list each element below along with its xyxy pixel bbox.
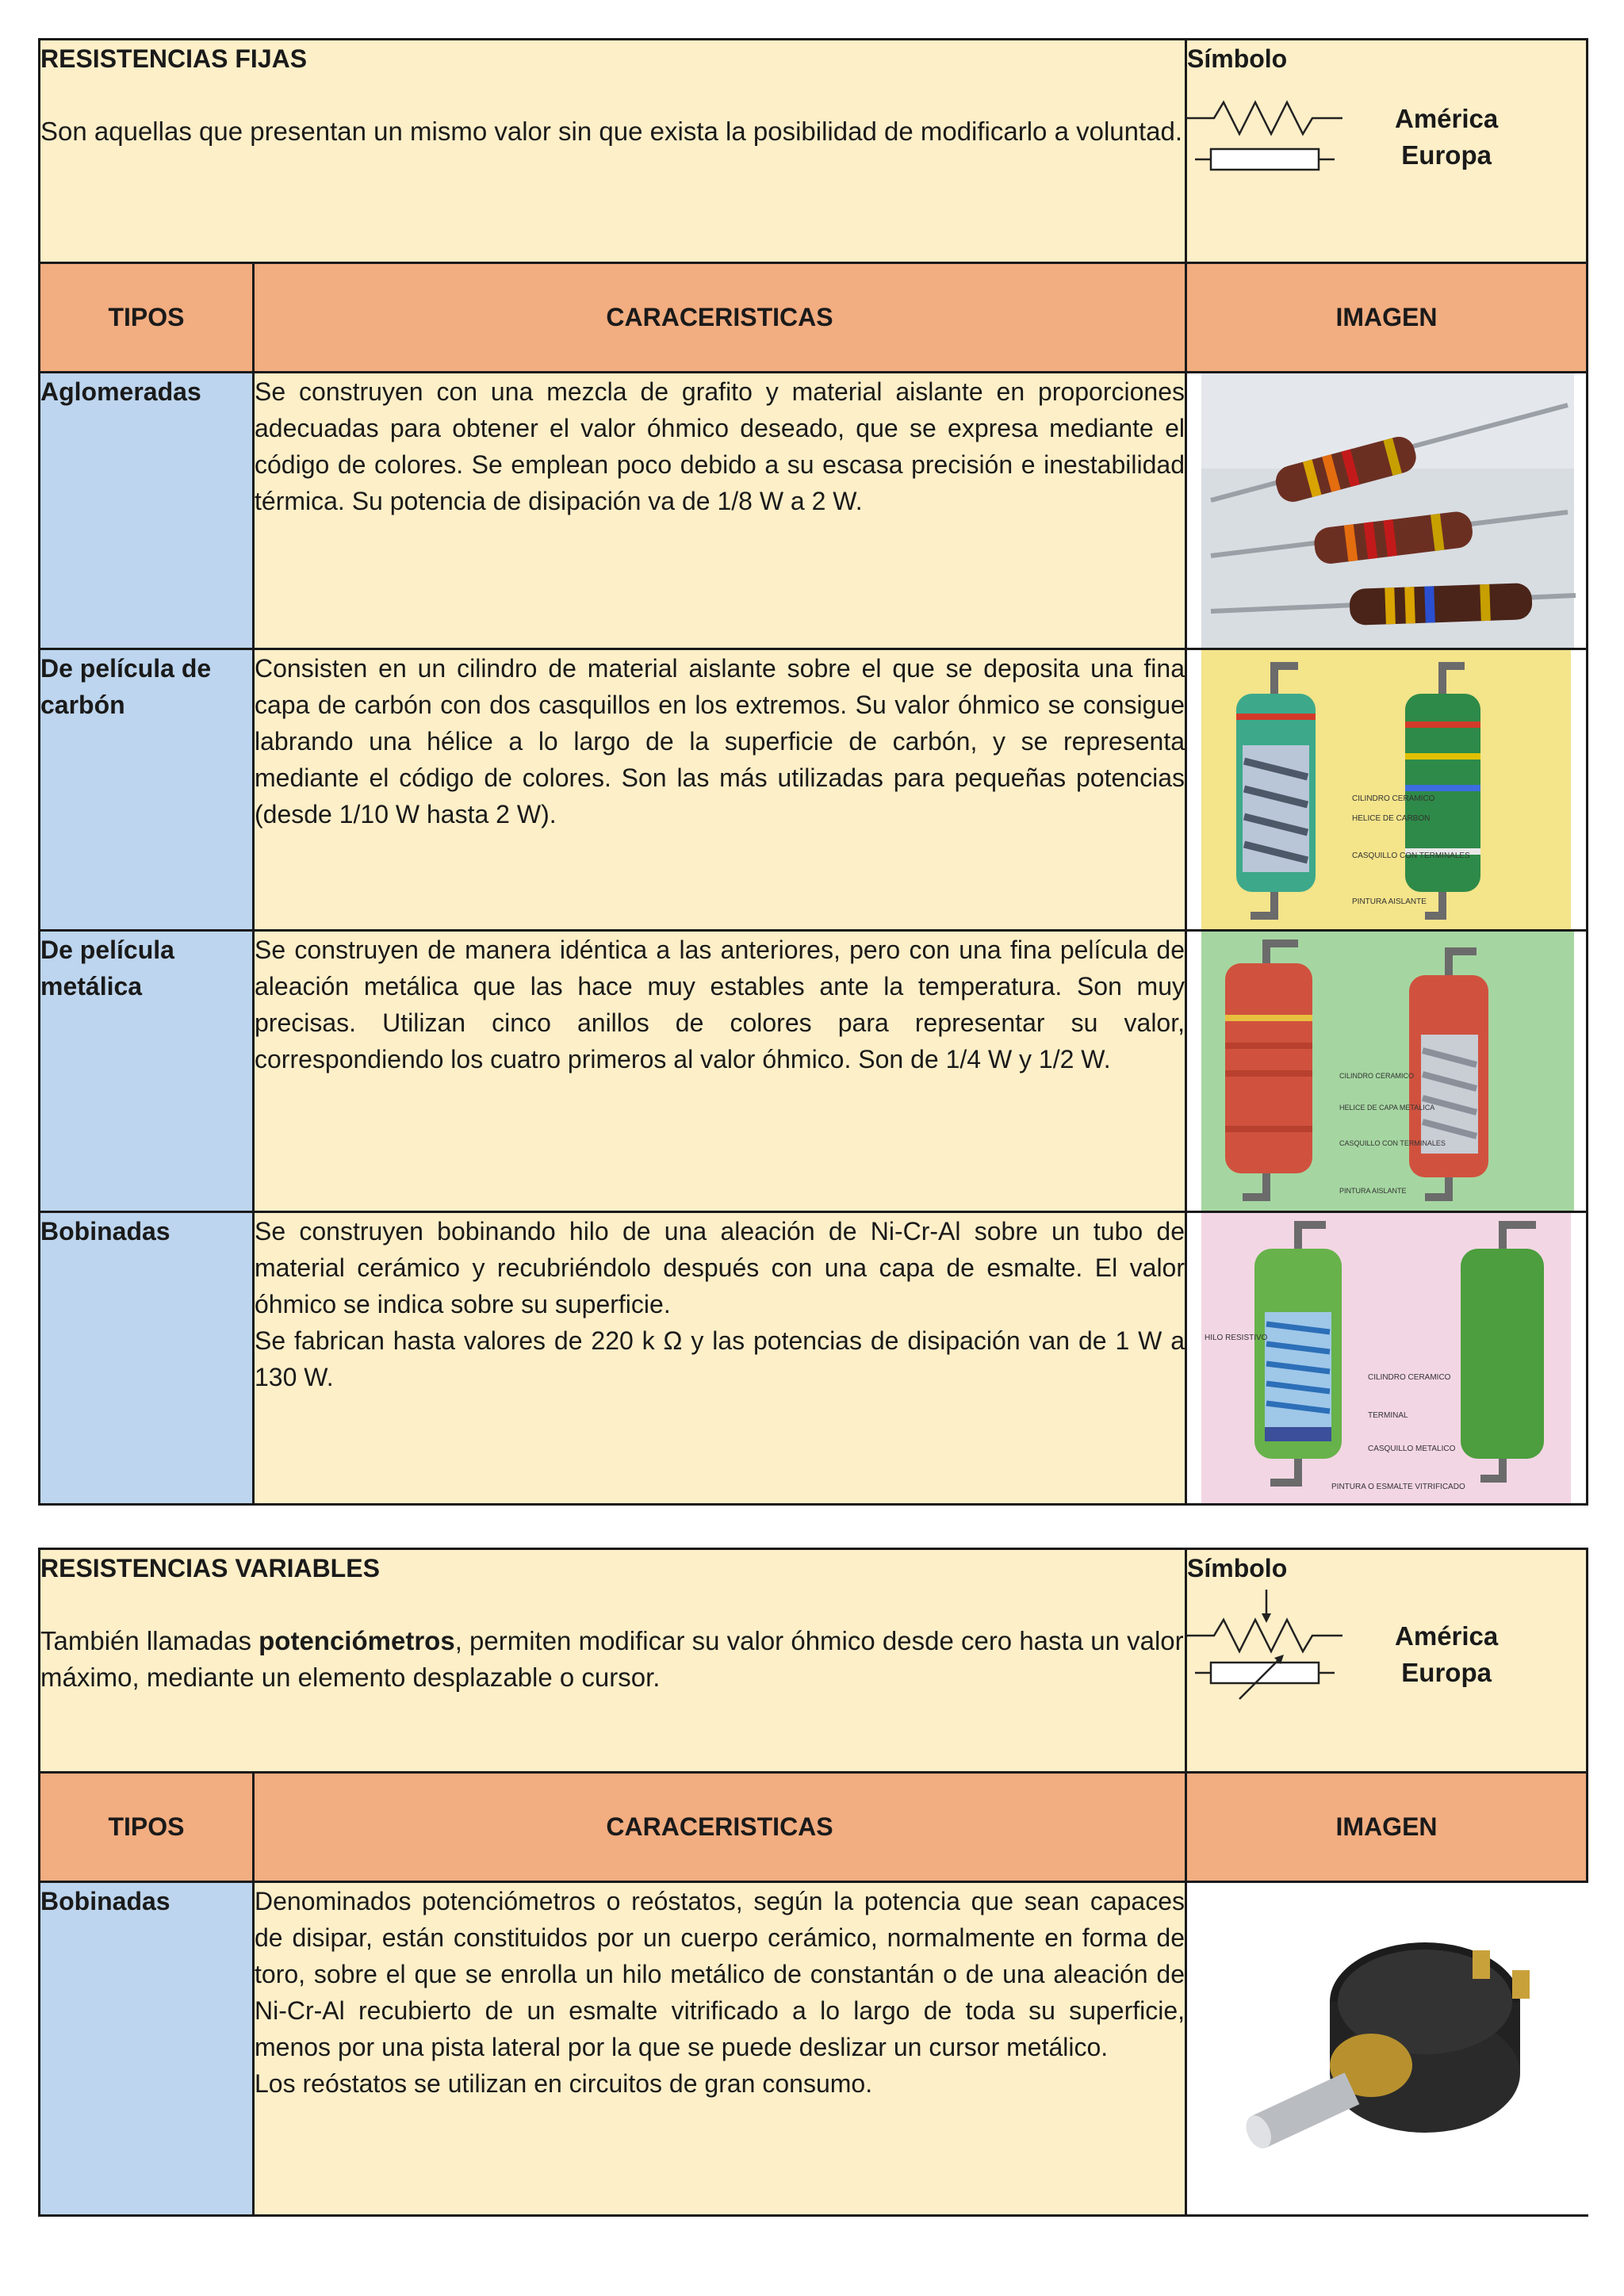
label-cilindro-ceramico: CILINDRO CERAMICO bbox=[1352, 794, 1435, 803]
label-bob-cilindro: CILINDRO CERAMICO bbox=[1368, 1373, 1451, 1382]
features-bobinadas-fijas-p2: Se fabrican hasta valores de 220 k Ω y las potencias de disipación van de 1 W a 130 W. bbox=[255, 1326, 1185, 1391]
type-bobinadas-variables: Bobinadas bbox=[40, 1882, 254, 2216]
features-bobinadas-variables bbox=[254, 1882, 1186, 2216]
image-aglomeradas bbox=[1186, 373, 1588, 649]
variable-title: RESISTENCIAS VARIABLES bbox=[40, 1554, 380, 1582]
features-bobinadas-variables-p2: Los reóstatos se utilizan en circuitos de gran consumo. bbox=[255, 2069, 873, 2098]
type-pelicula-metalica: De película metálica bbox=[40, 931, 254, 1212]
label-metal-pintura: PINTURA AISLANTE bbox=[1339, 1187, 1407, 1195]
variable-description-pre: También llamadas bbox=[40, 1626, 259, 1655]
features-bobinadas-fijas bbox=[254, 1212, 1186, 1505]
fixed-resistors-table bbox=[38, 38, 1588, 1506]
label-metal-casquillo: CASQUILLO CON TERMINALES bbox=[1339, 1139, 1446, 1147]
features-aglomeradas: Se construyen con una mezcla de grafito y material aislante en proporciones adecuadas para obtener el valor óhmico deseado, que se expresa mediante el código de colores. Se emplean poco debido a su escasa precisión e inestabilidad térmica. Su potencia de disipación va de 1/8 W a 2 W. bbox=[254, 373, 1186, 649]
image-potenciometro bbox=[1186, 1882, 1588, 2216]
label-hilo-resistivo: HILO RESISTIVO bbox=[1205, 1334, 1268, 1342]
fixed-title: RESISTENCIAS FIJAS bbox=[40, 44, 308, 73]
carbon-film-resistor-diagram-icon bbox=[1187, 650, 1588, 929]
metal-film-resistor-diagram-icon bbox=[1187, 932, 1588, 1211]
variable-description bbox=[40, 1623, 1185, 1696]
type-bobinadas-fijas: Bobinadas bbox=[40, 1212, 254, 1505]
symbol-label-america: América bbox=[1395, 104, 1499, 133]
col-header-image: IMAGEN bbox=[1186, 263, 1588, 373]
image-bobinadas-fijas bbox=[1186, 1212, 1588, 1505]
col-header-types: TIPOS bbox=[40, 263, 254, 373]
resistor-symbols-icon bbox=[1187, 96, 1346, 183]
carbon-composition-resistors-photo-icon bbox=[1187, 373, 1588, 648]
potentiometer-symbols-icon bbox=[1187, 1590, 1346, 1701]
wirewound-resistor-diagram-icon bbox=[1187, 1213, 1588, 1503]
features-pelicula-carbon: Consisten en un cilindro de material aislante sobre el que se deposita una fina capa de carbón con dos casquillos en los extremos. Su valor óhmico se consigue labrando una hélice a lo largo de la superficie de carbón, y se representa mediante el código de colores. Son las más utilizadas para pequeñas potencias (desde 1/10 W hasta 2 W). bbox=[254, 649, 1186, 931]
variable-symbol-cell bbox=[1186, 1549, 1588, 1773]
fixed-header bbox=[40, 40, 1186, 263]
features-bobinadas-variables-p1: Denominados potenciómetros o reóstatos, según la potencia que sean capaces de disipar, están constituidos por un cuerpo cerámico, normalmente en forma de toro, sobre el que se enrolla un hilo metálico de constantán o de una aleación de Ni-Cr-Al recubierto de un esmalte vitrificado a lo largo de toda su superficie, menos por una pista lateral por la que se puede deslizar un cursor metálico. bbox=[255, 1887, 1185, 2061]
features-pelicula-metalica: Se construyen de manera idéntica a las anteriores, pero con una fina película de aleación metálica que las hace muy estables ante la temperatura. Son muy precisas. Utilizan cinco anillos de colores para representar su valor, correspondiendo los cuatro primeros al valor óhmico. Son de 1/4 W y 1/2 W. bbox=[254, 931, 1186, 1212]
variable-symbol-title: Símbolo bbox=[1187, 1554, 1288, 1582]
potentiometer-photo-icon bbox=[1187, 1883, 1588, 2214]
fixed-symbol-title: Símbolo bbox=[1187, 44, 1288, 73]
image-pelicula-metalica bbox=[1186, 931, 1588, 1212]
label-casquillo: CASQUILLO CON TERMINALES bbox=[1352, 851, 1470, 860]
variable-resistors-table bbox=[38, 1548, 1588, 2217]
label-metal-helice: HELICE DE CAPA METALICA bbox=[1339, 1104, 1435, 1112]
variable-header bbox=[40, 1549, 1186, 1773]
label-bob-terminal: TERMINAL bbox=[1368, 1411, 1408, 1420]
var-col-header-features: CARACERISTICAS bbox=[254, 1773, 1186, 1882]
col-header-features: CARACERISTICAS bbox=[254, 263, 1186, 373]
type-pelicula-carbon: De película de carbón bbox=[40, 649, 254, 931]
var-col-header-image: IMAGEN bbox=[1186, 1773, 1588, 1882]
fixed-description: Son aquellas que presentan un mismo valor sin que exista la posibilidad de modificarlo a voluntad. bbox=[40, 117, 1183, 146]
variable-description-bold: potenciómetros bbox=[259, 1626, 455, 1655]
var-symbol-label-europa: Europa bbox=[1401, 1658, 1492, 1687]
label-pintura: PINTURA AISLANTE bbox=[1352, 897, 1427, 906]
type-aglomeradas: Aglomeradas bbox=[40, 373, 254, 649]
var-col-header-types: TIPOS bbox=[40, 1773, 254, 1882]
features-bobinadas-fijas-p1: Se construyen bobinando hilo de una aleación de Ni-Cr-Al sobre un tubo de material cerámico y recubriéndolo después con una capa de esmalte. El valor óhmico se indica sobre su superficie. bbox=[255, 1217, 1185, 1318]
var-symbol-label-america: América bbox=[1395, 1621, 1499, 1651]
fixed-symbol-cell bbox=[1186, 40, 1588, 263]
label-helice-carbon: HELICE DE CARBON bbox=[1352, 814, 1431, 823]
symbol-label-europa: Europa bbox=[1401, 140, 1492, 170]
variable-description-post: , permiten modificar su valor óhmico desde cero hasta un valor máximo, mediante un elemento desplazable o cursor. bbox=[40, 1626, 1184, 1692]
label-bob-pintura: PINTURA O ESMALTE VITRIFICADO bbox=[1331, 1483, 1465, 1491]
label-bob-casquillo: CASQUILLO METALICO bbox=[1368, 1445, 1456, 1453]
label-metal-cilindro: CILINDRO CERAMICO bbox=[1339, 1072, 1415, 1080]
image-pelicula-carbon bbox=[1186, 649, 1588, 931]
